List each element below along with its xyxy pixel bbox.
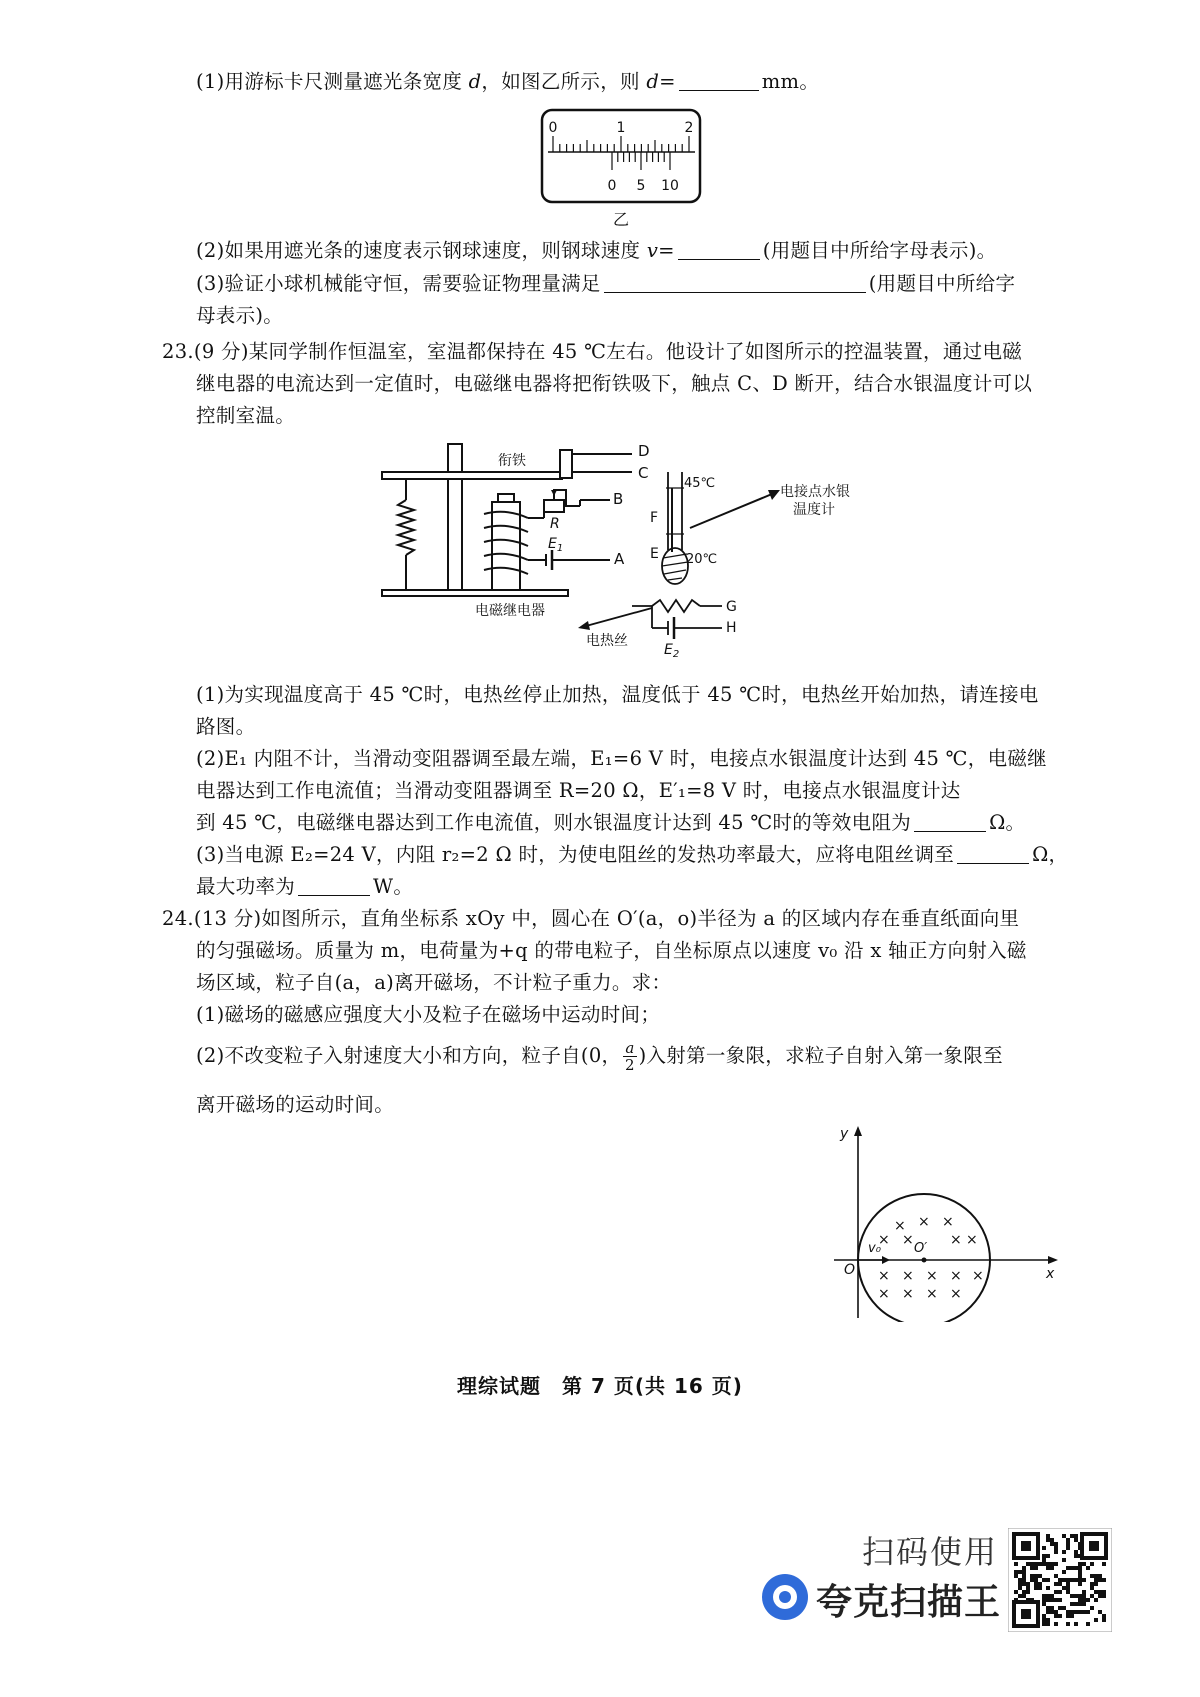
vernier-label-10: 10 [661,178,679,194]
q23-sub2-line3: 到 45 ℃，电磁继电器达到工作电流值，则水银温度计达到 45 ℃时的等效电阻为 Ω。 [196,811,1026,834]
label-H: H [726,620,737,636]
field-cross: × [966,1232,978,1248]
label-20c: 20℃ [686,552,718,567]
answer-blank-power[interactable] [298,875,370,896]
label-G: G [726,599,737,615]
q24-sub2-line1: (2)不改变粒子入射速度大小和方向，粒子自(0， $\frac{a}{2}$ )入射第一象限，求粒子自射入第一象限至 [196,1039,1003,1074]
field-cross: × [926,1268,938,1284]
label-y: y [840,1126,849,1142]
q23-stem-line2: 继电器的电流达到一定值时，电磁继电器将把衔铁吸下，触点 C、D 断开，结合水银温度计可以 [196,372,1033,395]
label-Oprime: O′ [914,1241,928,1256]
q22-part2: (2)如果用遮光条的速度表示钢球速度，则钢球速度 v= (用题目中所给字母表示)。 [196,239,997,262]
field-cross: × [878,1268,890,1284]
label-E1: $E_1$ [548,536,564,554]
field-cross: × [950,1268,962,1284]
field-cross: × [972,1268,984,1284]
q23-sub3-line2: 最大功率为 W。 [196,875,414,898]
label-F: F [650,510,659,526]
main-scale-label-0: 0 [548,120,558,136]
q24-stem-line1: 24.(13 分)如图所示，直角坐标系 xOy 中，圆心在 O′(a，o)半径为 a 的区域内存在垂直纸面向里 [162,907,1020,930]
page-footer: 理综试题 第 7 页(共 16 页) [457,1374,743,1398]
field-cross: × [942,1214,954,1230]
field-cross: × [878,1232,890,1248]
label-45c: 45℃ [684,476,716,491]
label-C: C [638,464,649,482]
label-v0: v₀ [868,1241,881,1256]
q23-sub1-line2: 路图。 [196,715,256,738]
q24-sub2-line2: 离开磁场的运动时间。 [196,1093,395,1116]
label-A: A [614,550,625,568]
label-B: B [613,490,624,508]
label-E2: $E_2$ [664,642,680,660]
field-cross: × [950,1232,962,1248]
vernier-label-0: 0 [607,178,617,194]
label-O: O [844,1262,856,1278]
field-cross: × [902,1286,914,1302]
q23-sub1-line1: (1)为实现温度高于 45 ℃时，电热丝停止加热，温度低于 45 ℃时，电热丝开始加热，请连接电 [196,683,1039,706]
q23-stem-line1: 23.(9 分)某同学制作恒温室，室温都保持在 45 ℃左右。他设计了如图所示的控温装置，通过电磁 [162,340,1023,363]
q24-sub1: (1)磁场的磁感应强度大小及粒子在磁场中运动时间； [196,1003,661,1026]
label-armature: 衔铁 [498,453,526,469]
q24-stem-line3: 场区域，粒子自(a，a)离开磁场，不计粒子重力。求： [196,971,672,994]
label-thermometer-2: 温度计 [793,502,835,518]
q22-part3-line2: 母表示)。 [196,304,284,327]
field-cross: × [950,1286,962,1302]
fraction-a-over-2: $\frac{a}{2}$ [625,1039,635,1074]
label-D: D [638,442,650,460]
q23-stem-line3: 控制室温。 [196,404,296,427]
main-scale-label-1: 1 [616,120,626,136]
label-heater: 电热丝 [586,633,628,649]
main-scale-label-2: 2 [684,120,694,136]
field-cross: × [894,1218,906,1234]
answer-blank-v[interactable] [678,239,760,260]
q23-sub2-line2: 电器达到工作电流值；当滑动变阻器调至 R=20 Ω，E′₁=8 V 时，电接点水银温度计达 [196,779,961,802]
vernier-label-5: 5 [636,178,646,194]
scan-to-use-text: 扫码使用 [862,1533,999,1571]
field-cross: × [878,1286,890,1302]
q22-part1: (1)用游标卡尺测量遮光条宽度 d，如图乙所示，则 d= mm。 [196,70,820,93]
qr-code-icon[interactable] [1008,1528,1112,1632]
label-relay: 电磁继电器 [475,603,545,619]
q23-sub2-line1: (2)E₁ 内阻不计，当滑动变阻器调至最左端，E₁=6 V 时，电接点水银温度计达到 45 ℃，电磁继 [196,747,1047,770]
field-cross: × [902,1268,914,1284]
magnetic-field-diagram [826,1122,1062,1322]
answer-blank-resistance[interactable] [914,811,986,832]
q22-part3-line1: (3)验证小球机械能守恒，需要验证物理量满足 (用题目中所给字 [196,272,1016,295]
answer-blank-wire-resistance[interactable] [957,843,1029,864]
q23-sub3-line1: (3)当电源 E₂=24 V，内阻 r₂=2 Ω 时，为使电阻丝的发热功率最大，应将电阻丝调至 Ω， [196,843,1069,866]
quark-logo-icon [762,1574,808,1620]
field-cross: × [918,1214,930,1230]
label-x: x [1046,1266,1055,1282]
label-R: R [550,516,560,532]
vernier-caliper-figure [540,108,704,232]
answer-blank-d[interactable] [679,70,759,91]
q24-stem-line2: 的匀强磁场。质量为 m，电荷量为+q 的带电粒子，自坐标原点以速度 v₀ 沿 x 轴正方向射入磁 [196,939,1027,962]
label-thermometer-1: 电接点水银 [780,484,850,500]
label-E: E [650,546,659,562]
figure-caption-yi: 乙 [612,210,630,229]
field-cross: × [926,1286,938,1302]
answer-blank-energy[interactable] [604,272,866,293]
brand-name: 夸克扫描王 [816,1582,1002,1623]
field-cross: × [902,1232,914,1248]
relay-circuit-diagram [370,428,910,660]
